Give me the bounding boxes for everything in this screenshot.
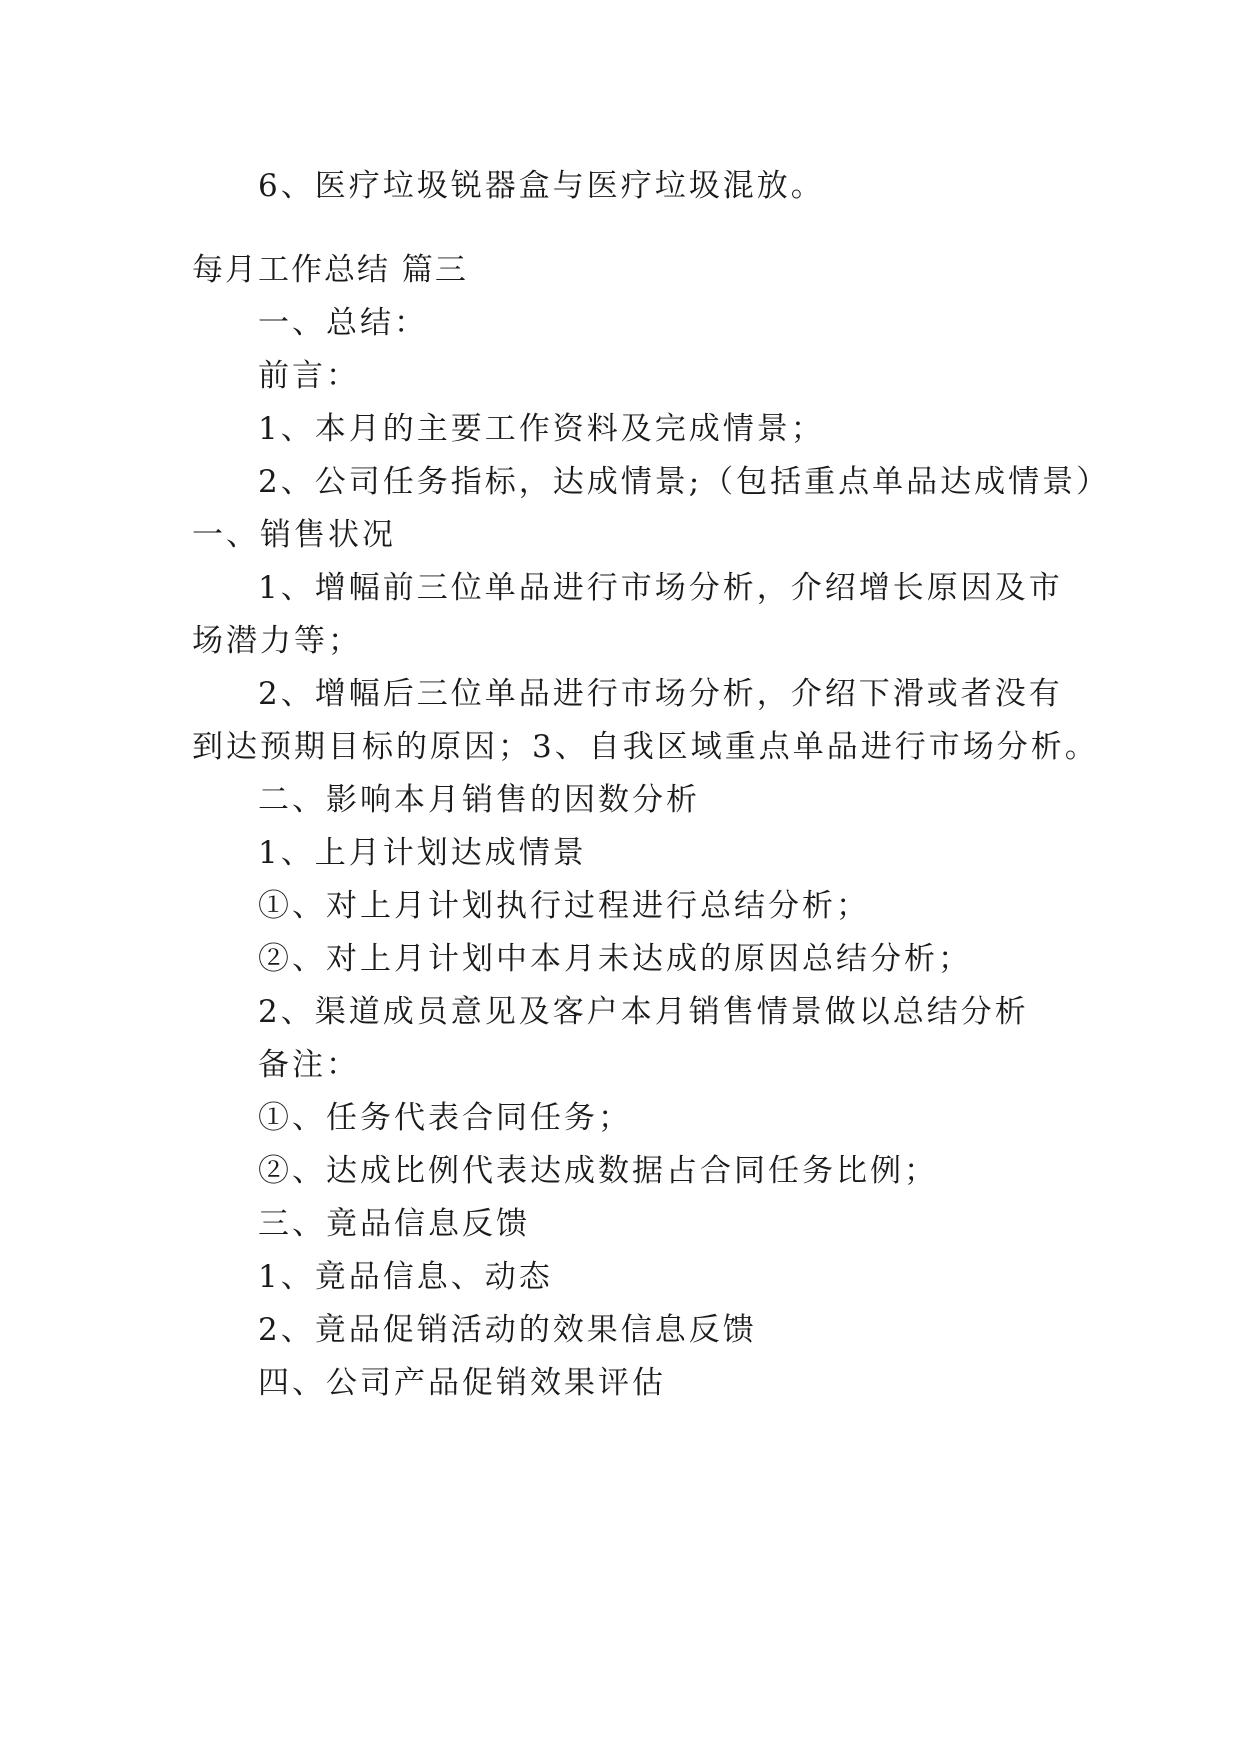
text-line: 场潜力等； xyxy=(192,623,362,659)
text-line: 备注： xyxy=(258,1047,360,1083)
text-line: ①、对上月计划执行过程进行总结分析； xyxy=(258,888,870,924)
text-line: 四、公司产品促销效果评估 xyxy=(258,1365,666,1401)
text-line: 2、公司任务指标，达成情景;（包括重点单品达成情景） xyxy=(258,464,1111,500)
text-line: 2、渠道成员意见及客户本月销售情景做以总结分析 xyxy=(258,994,1029,1030)
text-line: 前言： xyxy=(258,358,360,394)
section-title: 每月工作总结 篇三 xyxy=(192,252,468,288)
text-line: 2、竟品促销活动的效果信息反馈 xyxy=(258,1312,757,1348)
text-line: 到达预期目标的原因；3、自我区域重点单品进行市场分析。 xyxy=(192,729,1099,765)
text-line: 2、增幅后三位单品进行市场分析，介绍下滑或者没有 xyxy=(258,676,1063,712)
text-line: 二、影响本月销售的因数分析 xyxy=(258,782,700,818)
text-line: 1、竟品信息、动态 xyxy=(258,1259,553,1295)
text-line: 1、增幅前三位单品进行市场分析，介绍增长原因及市 xyxy=(258,570,1063,606)
text-line: 1、上月计划达成情景 xyxy=(258,835,587,871)
text-line: 三、竟品信息反馈 xyxy=(258,1206,530,1242)
text-line: 6、医疗垃圾锐器盒与医疗垃圾混放。 xyxy=(258,168,825,204)
text-line: 1、本月的主要工作资料及完成情景； xyxy=(258,411,825,447)
text-line: 一、总结： xyxy=(258,305,428,341)
text-line: 一、销售状况 xyxy=(192,517,396,553)
text-line: ②、达成比例代表达成数据占合同任务比例； xyxy=(258,1153,938,1189)
text-line: ①、任务代表合同任务； xyxy=(258,1100,632,1136)
text-line: ②、对上月计划中本月未达成的原因总结分析； xyxy=(258,941,972,977)
